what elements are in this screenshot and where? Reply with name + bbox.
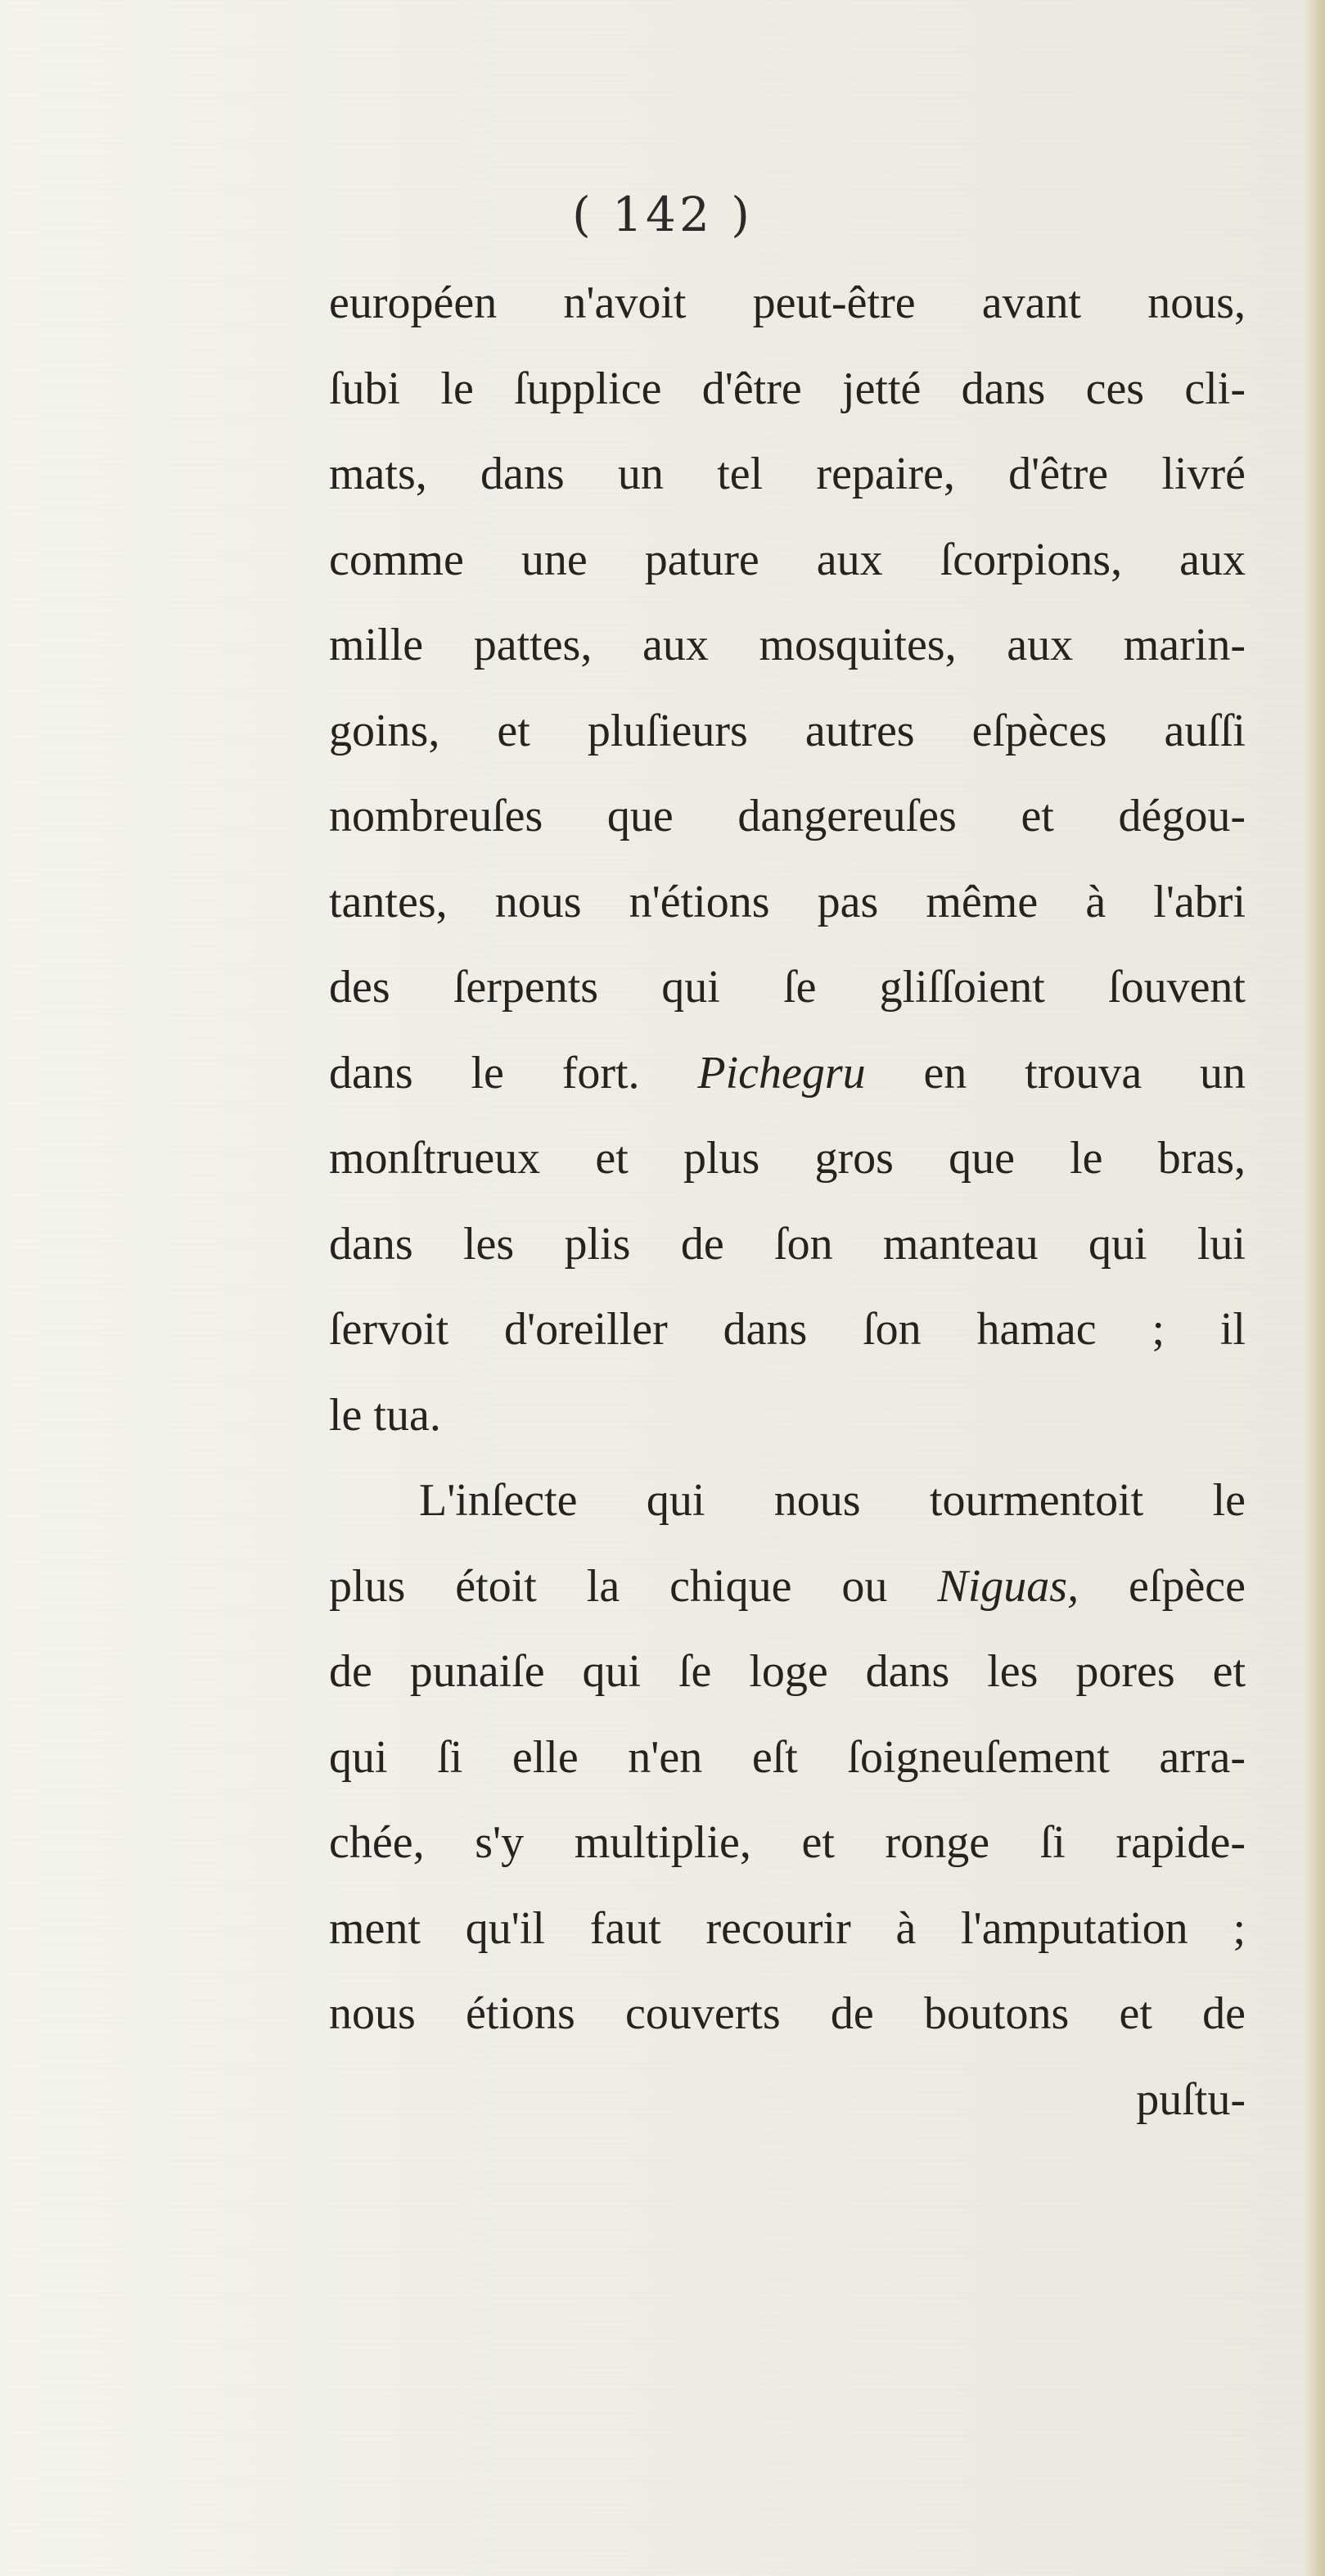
catchword: puſtu- <box>1136 2073 1246 2125</box>
page-edge <box>1304 0 1325 2576</box>
text-segment: eſpèce <box>1129 1560 1246 1612</box>
text-line: nous étions couverts de boutons et de <box>329 1988 1246 2039</box>
page-number: ( 142 ) <box>572 187 753 242</box>
text-line: nombreuſes que dangereuſes et dégou- <box>329 791 1246 841</box>
text-line: qui ſi elle n'en eſt ſoigneuſement arra- <box>329 1731 1246 1783</box>
text-line: goins, et pluſieurs autres eſpèces auſſi <box>329 705 1246 756</box>
italic-term: Niguas, <box>937 1560 1079 1612</box>
text-line: des ſerpents qui ſe gliſſoient ſouvent <box>329 962 1246 1013</box>
text-line: mats, dans un tel repaire, d'être livré <box>329 449 1246 499</box>
text-line: ſervoit d'oreiller dans ſon hamac ; il <box>329 1304 1246 1355</box>
text-line: ſubi le ſupplice d'être jetté dans ces cli- <box>329 363 1246 414</box>
text-line: dans les plis de ſon manteau qui lui <box>329 1218 1246 1270</box>
text-line: monſtrueux et plus gros que le bras, <box>329 1133 1246 1184</box>
body-text <box>329 260 1246 2142</box>
text-line: comme une pature aux ſcorpions, aux <box>329 534 1246 585</box>
text-segment: en trouva un <box>923 1047 1246 1099</box>
text-segment: dans le fort. <box>329 1047 640 1099</box>
text-line: de punaiſe qui ſe loge dans les pores et <box>329 1646 1246 1697</box>
text-line: tantes, nous n'étions pas même à l'abri <box>329 876 1246 927</box>
text-line <box>329 1031 1246 1117</box>
text-line: le tua. <box>329 1389 441 1441</box>
text-line: chée, s'y multiplie, et ronge ſi rapide- <box>329 1817 1246 1868</box>
text-line: mille pattes, aux mosquites, aux marin- <box>329 620 1246 670</box>
text-line: L'inſecte qui nous tourmentoit le <box>419 1475 1246 1526</box>
text-line <box>329 1544 1246 1630</box>
text-line: ment qu'il faut recourir à l'amputation ; <box>329 1902 1246 1954</box>
italic-name: Pichegru <box>697 1047 866 1099</box>
text-line: européen n'avoit peut-être avant nous, <box>329 277 1246 328</box>
text-segment: plus étoit la chique ou <box>329 1560 888 1612</box>
